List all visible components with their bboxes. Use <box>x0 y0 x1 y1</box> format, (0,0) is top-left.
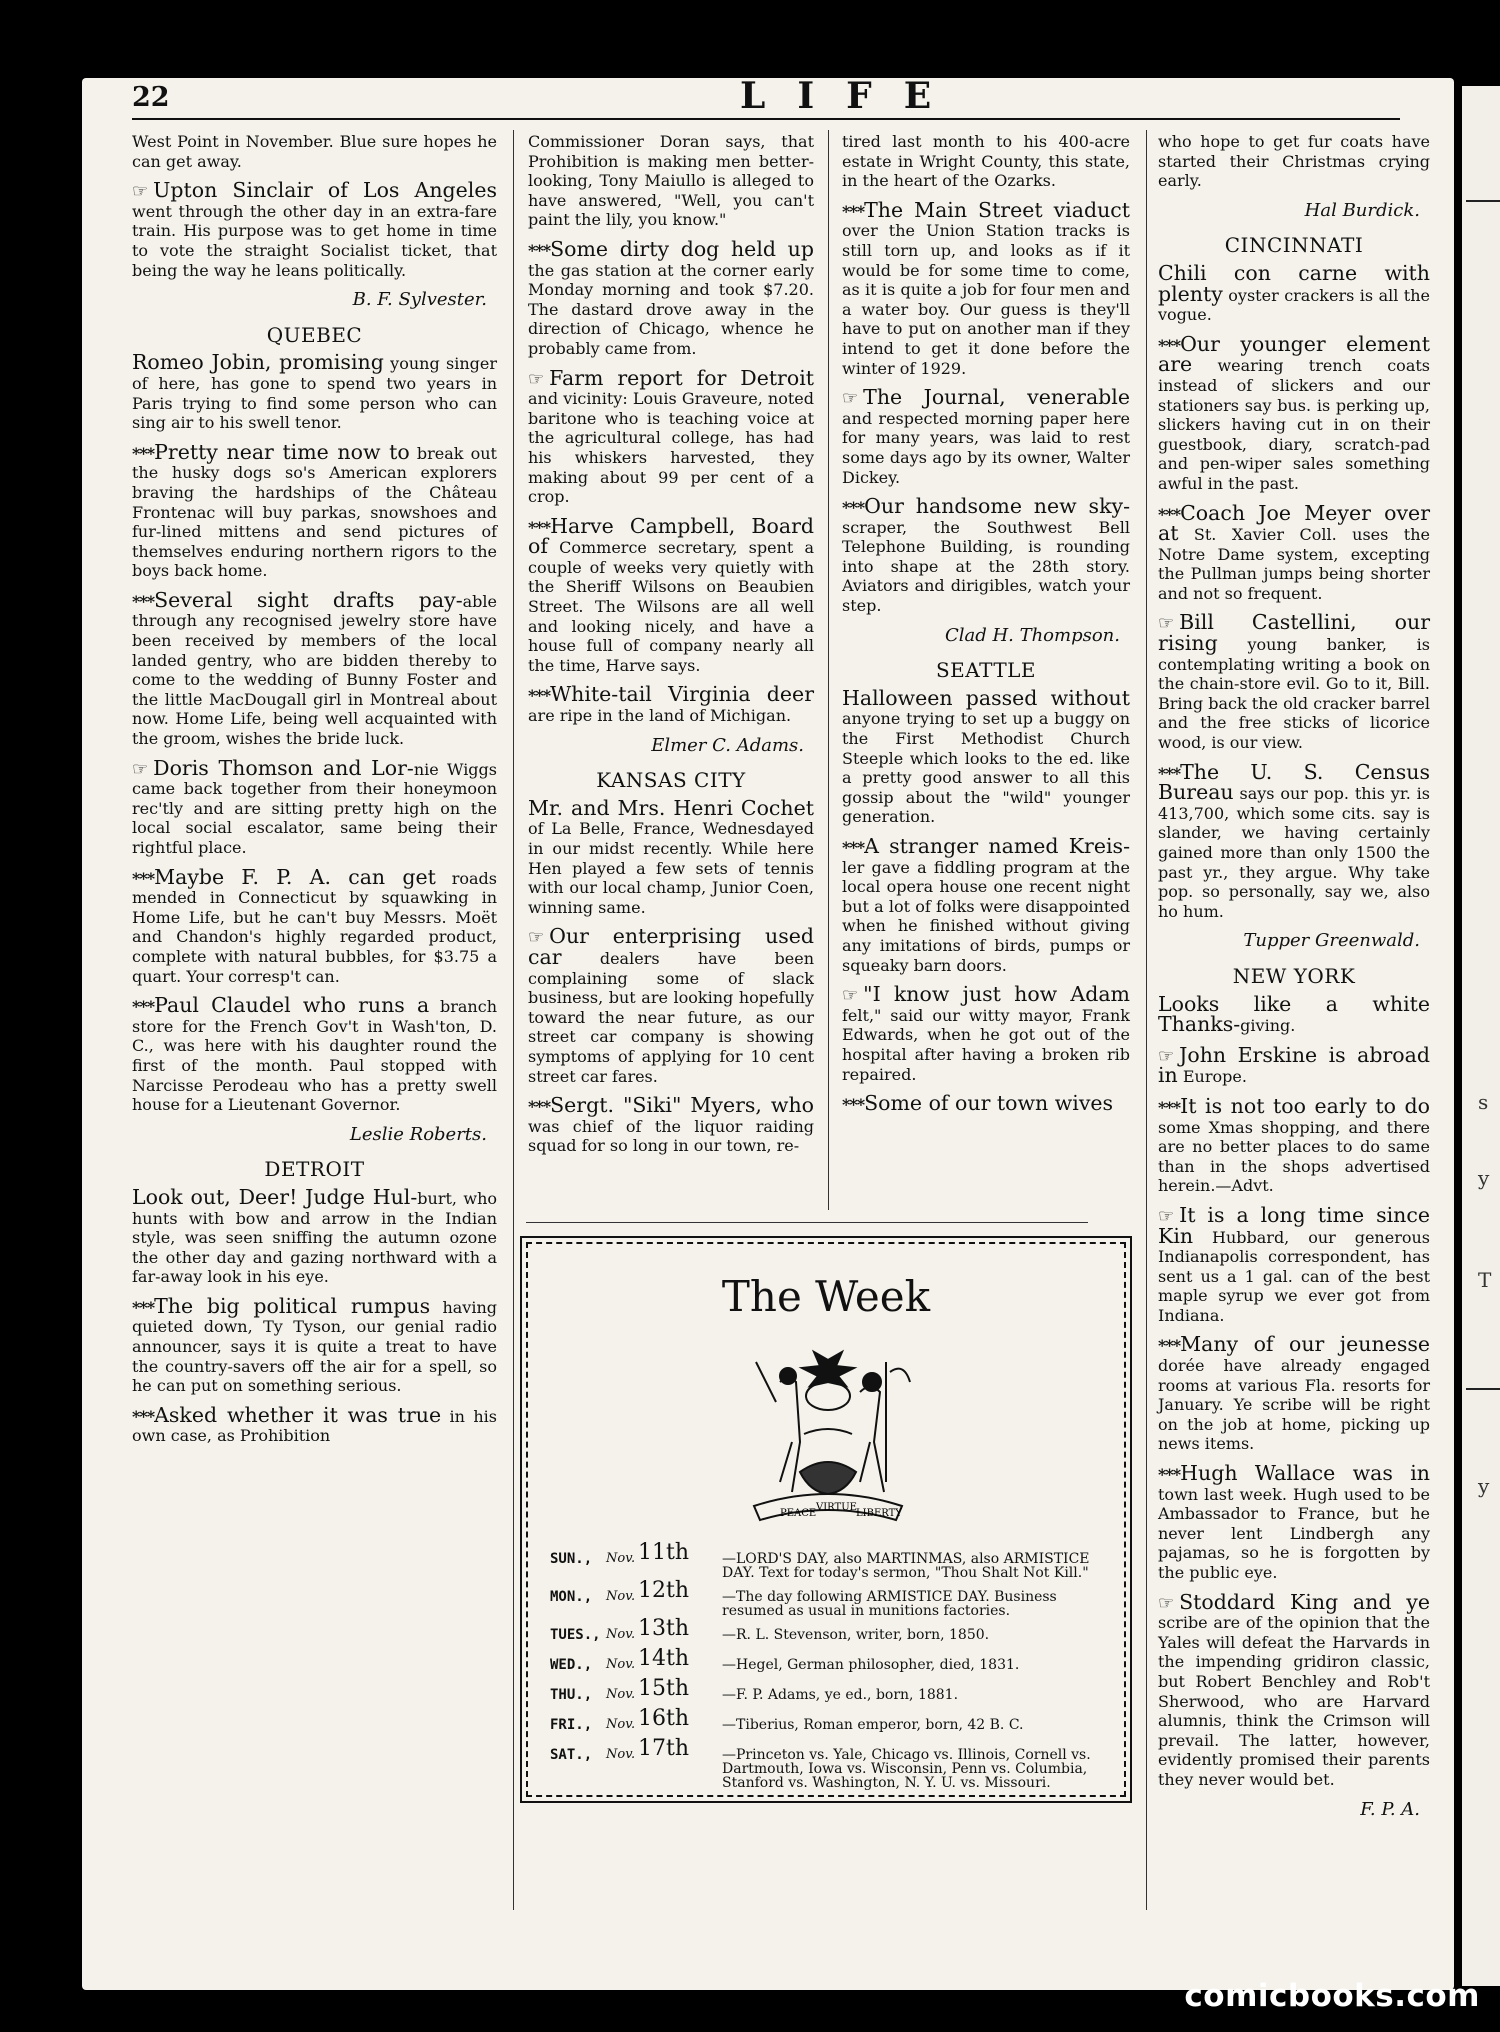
next-page-edge <box>1462 86 1500 1986</box>
pointing-hand-icon: ☞ <box>842 388 859 410</box>
week-event: —Princeton vs. Yale, Chicago vs. Illinois, Cornell vs. Dartmouth, Iowa vs. Wisconsin, Penn vs. Columbia, Stanford vs. Washington, N. Y. U. vs. Missouri. <box>722 1747 1091 1791</box>
news-item <box>132 993 497 1115</box>
item-text: ler gave a fiddling program at the local opera house one recent night but a lot of folks were disappointed when he finished without giving any imitations of birds, pumps or squeaky barn doors. <box>842 857 1130 975</box>
pointing-hand-icon: ☞ <box>1158 613 1175 635</box>
pointing-hand-icon: ☞ <box>1158 1205 1175 1227</box>
pointing-hand-icon: ☞ <box>132 181 149 203</box>
next-page-fragment: y <box>1478 1166 1490 1190</box>
news-item <box>528 132 814 230</box>
item-lead: Chili con carne with plenty <box>1158 260 1430 306</box>
news-item <box>1158 331 1430 494</box>
seal-ribbon-text: PEACE <box>780 1508 817 1519</box>
item-text: and vicinity: Louis Graveure, noted baritone who is teaching voice at the agricultural college, has had his whiskers harvested, they making about 99 per cent of a crop. <box>528 389 814 507</box>
week-date: 11th <box>638 1540 690 1565</box>
item-text: St. Xavier Coll. uses the Notre Dame system, excepting the Pullman jumps being shorter and not so frequent. <box>1158 525 1430 603</box>
the-week-title: The Week <box>721 1272 931 1321</box>
item-lead: Sergt. "Siki" Myers, who <box>550 1093 814 1118</box>
asterism: *** <box>132 868 155 888</box>
week-day: SAT., <box>550 1747 593 1763</box>
news-item <box>132 864 497 987</box>
section-heading: NEW YORK <box>1232 963 1356 988</box>
section-heading: SEATTLE <box>935 658 1037 683</box>
item-lead: Our younger element are <box>1158 331 1430 377</box>
item-lead: Maybe F. P. A. can get <box>154 864 436 889</box>
item-lead: Bill Castellini, our rising <box>1158 610 1430 656</box>
asterism: *** <box>528 240 551 260</box>
week-month: Nov. <box>606 1687 636 1702</box>
item-lead: Look out, Deer! Judge Hul- <box>132 1184 418 1209</box>
news-item <box>132 178 497 280</box>
news-item <box>1158 1332 1430 1454</box>
item-lead: Harve Campbell, Board of <box>528 513 814 559</box>
byline: Leslie Roberts. <box>349 1123 487 1145</box>
news-item <box>528 924 814 1086</box>
item-lead: Halloween passed without <box>842 685 1130 710</box>
seal-ribbon-text: LIBERTY <box>856 1508 902 1519</box>
asterism: *** <box>1158 335 1181 355</box>
pointing-hand-icon: ☞ <box>528 368 545 390</box>
pointing-hand-icon: ☞ <box>1158 1045 1175 1067</box>
byline: F. P. A. <box>1360 1798 1420 1820</box>
item-text: the gas station at the corner early Monday morning and took $7.20. The dastard drove away in the direction of Chicago, whence he probably came from. <box>528 260 814 358</box>
item-text: giving. <box>1240 1016 1296 1036</box>
week-date: 13th <box>638 1616 690 1641</box>
item-text: having quieted down, Ty Tyson, our genial radio announcer, says it is quite a treat to have the country-savers off the air for a spell, so he can put on something serious. <box>132 1297 497 1396</box>
asterism: *** <box>842 1095 865 1115</box>
item-lead: It is not too early to do <box>1180 1093 1430 1118</box>
item-text: some Xmas shopping, and there are no better places to do same than in the shops advertised herein.—Advt. <box>1158 1117 1430 1196</box>
item-lead: Coach Joe Meyer over at <box>1158 500 1430 546</box>
item-text: Hubbard, our generous Indianapolis correspondent, has sent us a 1 gal. can of the best maple syrup we ever got from Indiana. <box>1158 1227 1430 1325</box>
news-item <box>132 1184 498 1287</box>
item-text: able through any recognised jewelry store have been received by members of the local landed gentry, who are bidden thereby to come to the wedding of Bunny Foster and the little MacDougall girl in Montreal about now. Home Life, being well acquainted with the groom, wishes the bride luck. <box>132 591 497 749</box>
item-text: are ripe in the land of Michigan. <box>528 706 792 726</box>
news-item <box>528 1093 814 1156</box>
next-page-fragment: T <box>1478 1268 1492 1292</box>
news-item <box>132 132 497 171</box>
news-item <box>1158 260 1430 325</box>
asterism: *** <box>528 1097 551 1117</box>
item-lead: Our enterprising used car <box>528 924 814 969</box>
page-number: 22 <box>132 82 170 113</box>
asterism: *** <box>1158 1465 1181 1485</box>
pointing-hand-icon: ☞ <box>528 927 545 949</box>
next-page-rule <box>1466 200 1500 202</box>
week-event: —The day following ARMISTICE DAY. Business resumed as usual in munitions factories. <box>722 1589 1057 1619</box>
week-month: Nov. <box>606 1657 636 1672</box>
asterism: *** <box>1158 1336 1181 1356</box>
item-text: scraper, the Southwest Bell Telephone Building, is rounding into shape at the 28th story. Aviators and dirigibles, watch your step. <box>842 517 1130 616</box>
item-lead: Hugh Wallace was in <box>1180 1461 1430 1486</box>
asterism: *** <box>132 591 155 611</box>
item-lead: Looks like a white Thanks- <box>1158 991 1430 1037</box>
column-4 <box>1158 132 1430 1833</box>
item-lead: John Erskine is abroad in <box>1158 1042 1430 1088</box>
item-text: nie Wiggs came back together from their honeymoon rec'tly and are sitting pretty high on the local social escalator, same being their rightful place. <box>132 759 497 857</box>
news-item <box>1158 610 1430 753</box>
pointing-hand-icon: ☞ <box>132 758 149 780</box>
item-lead: Paul Claudel who runs a <box>154 993 430 1018</box>
item-text: young banker, is contemplating writing a book on the chain-store evil. Go to it, Bill. Bring back the old cracker barrel and the free sticks of licorice wood, is our view. <box>1158 635 1430 753</box>
week-event: —LORD'S DAY, also MARTINMAS, also ARMISTICE DAY. Text for today's sermon, "Thou Shalt Not Kill." <box>722 1551 1090 1581</box>
item-text: town last week. Hugh used to be Ambassador to France, but he never lent Lindbergh any pajamas, so he is forgotten by the public eye. <box>1158 1484 1430 1582</box>
byline: Clad H. Thompson. <box>944 624 1120 646</box>
next-page-rule <box>1466 1388 1500 1390</box>
asterism: *** <box>842 498 865 518</box>
news-item <box>132 1402 497 1446</box>
item-lead: Asked whether it was true <box>154 1402 442 1427</box>
box-top-rule <box>526 1222 1088 1223</box>
news-item <box>1158 1042 1430 1088</box>
week-month: Nov. <box>606 1589 636 1604</box>
column-divider <box>828 130 829 1210</box>
item-lead: "I know just how Adam <box>863 982 1130 1007</box>
week-date: 12th <box>638 1578 690 1603</box>
week-date: 15th <box>638 1676 690 1701</box>
item-lead: Romeo Jobin, promising <box>132 350 384 375</box>
week-day: WED., <box>550 1657 593 1673</box>
seal-illustration <box>740 1342 916 1538</box>
item-text: dealers have been complaining some of slack business, but are looking hopefully toward the near future, as our street car company is showing symptoms of applying for 10 cent street car fares. <box>528 948 814 1086</box>
week-event: —F. P. Adams, ye ed., born, 1881. <box>722 1687 959 1703</box>
item-text: wearing trench coats instead of slickers and our stationers say bus. is perking up, slickers having cut in on their guestbook, diary, scratch-pad and pen-wiper sales something awful in the past. <box>1158 356 1430 493</box>
news-item <box>528 795 814 918</box>
item-text: Commissioner Doran says, that Prohibition is making men better-looking, Tony Maiullo is alleged to have answered, "Well, you can't paint the lily, you know." <box>528 132 814 230</box>
item-text: branch store for the French Gov't in Wash'ton, D. C., was here with his daughter round the first of the month. Paul stopped with Narcisse Perodeau who has a pretty swell house for a Lieutenant Governor. <box>132 997 497 1115</box>
news-item <box>132 439 497 581</box>
item-text: anyone trying to set up a buggy on the First Methodist Church Steeple which looks to the ed. like a pretty good answer to all this gossip about the "wild" younger generation. <box>842 709 1130 827</box>
week-day: FRI., <box>550 1717 593 1733</box>
item-text: went through the other day in an extra-fare train. His purpose was to get home in time to vote the straight Socialist ticket, that being the way he leans politically. <box>132 201 497 280</box>
news-item <box>528 682 814 726</box>
item-text: roads mended in Connecticut by squawking in Home Life, but he can't buy Messrs. Moët and Chandon's highly regarded product, complete with natural bubbles, for $3.75 a quart. Your corresp't can. <box>132 868 497 986</box>
asterism: *** <box>842 838 865 857</box>
news-item <box>842 385 1130 487</box>
week-event: —Hegel, German philosopher, died, 1831. <box>722 1657 1020 1673</box>
column-divider <box>513 130 514 1910</box>
item-lead: Upton Sinclair of Los Angeles <box>153 178 497 203</box>
week-month: Nov. <box>606 1551 636 1566</box>
item-lead: The Journal, venerable <box>863 385 1130 410</box>
asterism: *** <box>528 686 551 706</box>
pointing-hand-icon: ☞ <box>842 985 859 1007</box>
news-item <box>1158 500 1430 604</box>
section-heading: DETROIT <box>264 1157 365 1182</box>
item-text: scribe are of the opinion that the Yales will defeat the Harvards in the impending gridiron classic, but Robert Benchley and Rob't Sherwood, who are Harvard alumnis, think the Crimson will prevail. The latter, however, evidently promised their parents they never would bet. <box>1158 1613 1430 1789</box>
asterism: *** <box>132 1406 155 1426</box>
week-date: 17th <box>638 1736 690 1761</box>
item-text: burt, who hunts with bow and arrow in the Indian style, was seen sniffing the autumn ozone the other day and gazing northward with a far-away look in his eye. <box>132 1188 498 1287</box>
item-lead: Our handsome new sky- <box>864 494 1130 519</box>
news-item <box>528 365 814 507</box>
item-lead: It is a long time since Kin <box>1158 1202 1430 1248</box>
pointing-hand-icon: ☞ <box>1158 1592 1175 1614</box>
item-text: felt," said our witty mayor, Frank Edwards, when he got out of the hospital after having a broken rib repaired. <box>842 1005 1130 1084</box>
item-text: of La Belle, France, Wednesdayed in our midst recently. While here Hen played a few sets of tennis with our local champ, Junior Coen, winning same. <box>528 819 814 917</box>
news-item <box>1158 1093 1430 1196</box>
item-text: Commerce secretary, spent a couple of weeks very quietly with the Sheriff Wilsons on Beaubien Street. The Wilsons are all well and looking nicely, and have a house full of company nearly all the time, Harve says. <box>528 538 814 675</box>
item-lead: Doris Thomson and Lor- <box>153 755 414 780</box>
asterism: *** <box>132 997 155 1017</box>
news-item <box>842 834 1130 975</box>
news-item <box>132 1293 497 1396</box>
week-month: Nov. <box>606 1717 636 1732</box>
week-event: —R. L. Stevenson, writer, born, 1850. <box>722 1627 990 1643</box>
header-rule <box>132 118 1400 120</box>
asterism: *** <box>842 201 865 221</box>
item-text: tired last month to his 400-acre estate in Wright County, this state, in the heart of the Ozarks. <box>842 132 1130 191</box>
item-text: says our pop. this yr. is 413,700, which some cits. say is slander, we having certainly gained more than only 1500 the past yr., they argue. Why take pop. so personally, say we, also ho hum. <box>1158 784 1430 921</box>
column-2 <box>528 132 814 1166</box>
news-item <box>842 494 1130 616</box>
item-lead: Farm report for Detroit <box>549 365 814 390</box>
item-text: who hope to get fur coats have started their Christmas crying early. <box>1158 132 1430 191</box>
week-month: Nov. <box>606 1747 636 1762</box>
byline: Hal Burdick. <box>1304 199 1420 221</box>
asterism: *** <box>1158 504 1181 524</box>
news-item <box>132 350 497 433</box>
item-lead: The Main Street viaduct <box>864 197 1130 222</box>
item-lead: Mr. and Mrs. Henri Cochet <box>528 795 814 820</box>
news-item <box>528 236 814 359</box>
item-lead: Pretty near time now to <box>154 439 410 464</box>
item-text: in his own case, as Prohibition <box>132 1406 497 1446</box>
asterism: *** <box>132 443 155 463</box>
next-page-fragment: s <box>1478 1090 1489 1114</box>
section-heading: KANSAS CITY <box>596 768 746 793</box>
item-text: break out the husky dogs so's American explorers braving the hardships of the Château Frontenac will buy parkas, snowshoes and fur-lined mittens and send pictures of themselves enduring northern rigors to the boys back home. <box>132 443 497 581</box>
item-lead: The U. S. Census Bureau <box>1158 759 1430 805</box>
news-item <box>1158 1461 1430 1583</box>
news-item <box>842 197 1130 378</box>
item-lead: Stoddard King and ye <box>1179 1589 1430 1614</box>
byline: Elmer C. Adams. <box>651 734 804 756</box>
next-page-fragment: y <box>1478 1474 1490 1498</box>
news-item <box>842 1091 1130 1116</box>
item-lead: Some of our town wives <box>864 1091 1114 1116</box>
item-lead: A stranger named Kreis- <box>864 834 1130 858</box>
item-text: Europe. <box>1177 1067 1247 1087</box>
week-date: 16th <box>638 1706 690 1731</box>
news-item <box>842 982 1130 1084</box>
item-text: over the Union Station tracks is still torn up, and looks as if it would be for some time to come, as it is quite a job for four men and a water boy. Our guess is they'll have to put on another man if they intend to get it done before the winter of 1929. <box>842 221 1130 378</box>
column-1 <box>132 132 497 1456</box>
news-item <box>1158 132 1430 191</box>
byline: B. F. Sylvester. <box>352 289 487 311</box>
week-date: 14th <box>638 1646 690 1671</box>
section-heading: CINCINNATI <box>1224 233 1364 258</box>
week-event: —Tiberius, Roman emperor, born, 42 B. C. <box>722 1717 1024 1733</box>
watermark: comicbooks.com <box>1184 1978 1480 2014</box>
item-text: was chief of the liquor raiding squad for so long in our town, re- <box>528 1116 814 1156</box>
item-lead: Some dirty dog held up <box>550 236 814 261</box>
asterism: *** <box>132 1297 155 1317</box>
item-text: and respected morning paper here for many years, was laid to rest some days ago by its owner, Walter Dickey. <box>842 408 1130 487</box>
news-item <box>1158 991 1430 1037</box>
news-item <box>842 685 1130 827</box>
byline: Tupper Greenwald. <box>1243 930 1420 952</box>
news-item <box>132 755 497 858</box>
seal-ribbon-text: VIRTUE <box>816 1502 857 1513</box>
item-text: young singer of here, has gone to spend two years in Paris trying to find some person who can sing air to his swell tenor. <box>132 354 497 433</box>
asterism: *** <box>1158 1097 1181 1117</box>
week-day: SUN., <box>550 1551 593 1567</box>
column-3 <box>842 132 1130 1125</box>
news-item <box>842 132 1130 191</box>
week-day: TUES., <box>550 1627 601 1643</box>
section-heading: QUEBEC <box>266 322 363 347</box>
news-item <box>1158 1589 1430 1790</box>
the-week-box <box>526 1242 1126 1797</box>
item-lead: Several sight drafts pay- <box>154 587 463 612</box>
item-text: oyster crackers is all the vogue. <box>1158 285 1430 325</box>
item-text: dorée have already engaged rooms at various Fla. resorts for January. Ye scribe will be right on the job at home, picking up news items. <box>1158 1356 1430 1454</box>
item-text: West Point in November. Blue sure hopes he can get away. <box>132 132 497 171</box>
news-item <box>528 513 814 676</box>
news-item <box>132 587 497 749</box>
week-day: THU., <box>550 1687 593 1703</box>
week-month: Nov. <box>606 1627 636 1642</box>
item-lead: Many of our jeunesse <box>1180 1332 1430 1357</box>
column-divider <box>1146 130 1147 1910</box>
news-item <box>1158 1202 1430 1326</box>
week-day: MON., <box>550 1589 593 1605</box>
item-lead: White-tail Virginia deer <box>550 682 814 707</box>
asterism: *** <box>1158 763 1181 783</box>
asterism: *** <box>528 517 551 537</box>
masthead: LIFE <box>740 75 964 117</box>
news-item <box>1158 759 1430 922</box>
item-lead: The big political rumpus <box>154 1293 431 1318</box>
